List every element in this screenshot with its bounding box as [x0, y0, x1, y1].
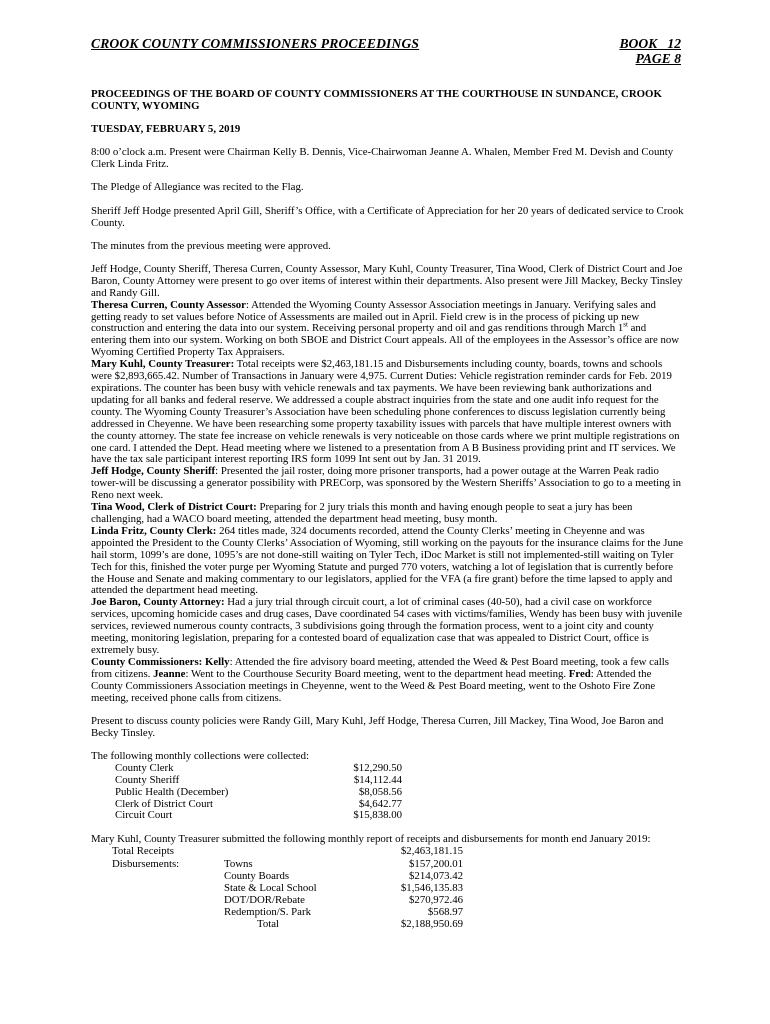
policies-paragraph: Present to discuss county policies were Randy Gill, Mary Kuhl, Jeff Hodge, Theresa Curren, Jill Mackey, Tina Wood, Joe Baron and Becky Tinsley. — [91, 714, 664, 739]
collection-label: Clerk of District Court — [115, 797, 214, 810]
commissioners-text-a: : Attended the fire advisory board meeting, attended the Weed & Pest Board meeting, took a few calls from citizens. — [91, 655, 669, 680]
collection-amount: $15,838.00 — [353, 809, 402, 822]
total-receipts-label: Total Receipts — [112, 844, 174, 857]
county-clerk-report — [91, 526, 684, 597]
sheriff-text: : Presented the jail roster, doing more prisoner transports, had a power outage at the Warren Peak radio tower-will be discussing a generator possibility with PRECorp, was sponsored by the Western Sheriffs’ Association to go to a meeting in Reno next week. — [91, 465, 681, 502]
table-row — [115, 775, 402, 787]
collections-intro: The following monthly collections were collected: — [91, 749, 309, 762]
total-receipts-amount: $2,463,181.15 — [400, 844, 463, 857]
treasurer-report-intro: Mary Kuhl, County Treasurer submitted the following monthly report of receipts and disbursements for month end January 2019: — [91, 832, 651, 845]
district-clerk-report — [91, 502, 684, 526]
disbursement-amount: $270,972.46 — [409, 894, 463, 907]
commissioners-label: County Commissioners: Kelly — [91, 655, 230, 668]
collection-amount: $12,290.50 — [353, 761, 402, 774]
pledge-paragraph: The Pledge of Allegiance was recited to the Flag. — [91, 181, 304, 194]
table-row — [115, 810, 402, 822]
disbursement-label: DOT/DOR/Rebate — [224, 894, 305, 907]
collection-amount: $8,058.56 — [358, 785, 402, 798]
collection-label: County Sheriff — [115, 773, 180, 786]
treasurer-label: Mary Kuhl, County Treasurer: — [91, 358, 235, 371]
department-intro-paragraph: Jeff Hodge, County Sheriff, Theresa Curren, County Assessor, Mary Kuhl, County Treasurer, Tina Wood, Clerk of District Court and Joe Baron, County Attorney were present to go over items of interest within their departments. Also present were Jill Mackey, Becky Tinsley and Randy Gill. — [91, 262, 683, 299]
district-clerk-label: Tina Wood, Clerk of District Court: — [91, 501, 257, 514]
attorney-label: Joe Baron, County Attorney: — [91, 596, 225, 609]
treasurer-text: Total receipts were $2,463,181.15 and Disbursements including county, boards, towns and schools were $2,893,665.42. Number of Transactions in January were 4,975. Current Duties: Vehicle registration reminder cards for Feb. 2019 expirations. The counter has been busy with vehicle renewals and tax payments. We have been reviewing bank authorizations and updating for all banks and federal reserve. We addressed a couple abstract inquiries from the state and one audit info request for the county. The Wyoming County Treasurer’s Association have been scheduling phone conferences to discuss legislation currently being addressed in Cheyenne. We have been researching some property taxability issues with parcels that have multiple interest owners with the county attorney. The state fee increase on vehicle renewals is very noticeable on those cards where we print multiple registrations on one card. I attended the Dept. Head meeting where we listened to a presentation from A B Business providing print and IT services. We have the tax sale participant interest reporting IRS form 1099 Int sent out by Jan. 31 2019. — [91, 358, 680, 466]
county-clerk-text: 264 titles made, 324 documents recorded, attend the County Clerks’ meeting in Cheyenne and was appointed the President to the County Clerks’ Association of Wyoming, still working on the payouts for the insurance claims for the June hail storm, 1099’s are done, 1095’s are not done-still waiting on Tyler Tech, iDoc Market is still not implemented-still waiting on Tyler Tech for this, finished the voter purge per Wyoming Statute and purged 770 voters, watching a lot of legislation that is currently before the House and Senate and making commentary to our legislators, applied for the VFA (a fire grant) before the time lapsed to apply and attended the department head meeting. — [91, 524, 684, 597]
assessor-report — [91, 300, 684, 360]
disbursement-total-label: Total — [257, 917, 280, 930]
page-number: PAGE 8 — [635, 51, 681, 66]
table-row — [112, 919, 463, 931]
collection-label: Public Health (December) — [115, 785, 229, 798]
book-number: BOOK 12 — [619, 36, 681, 51]
commissioners-report — [91, 657, 684, 705]
table-row — [115, 763, 402, 775]
assessor-label: Theresa Curren, County Assessor — [91, 298, 246, 311]
disbursement-total-amount: $2,188,950.69 — [400, 917, 463, 930]
meeting-date: TUESDAY, FEBRUARY 5, 2019 — [91, 123, 241, 136]
commissioners-text-b: : Went to the Courthouse Security Board meeting, went to the department head meeting. — [185, 667, 569, 680]
assessor-text-a: : Attended the Wyoming County Assessor Association meetings in January. Verifying sales and getting ready to set values before Notice of Assessments are mailed out in April. Field crew is in the process of picking up new construction and entering the data into our system. Receiving personal property and oil and gas renditions through March 1 — [91, 298, 656, 335]
collection-label: County Clerk — [115, 761, 174, 774]
commissioner-fred-label: Fred — [568, 667, 591, 680]
attendance-paragraph: 8:00 o’clock a.m. Present were Chairman Kelly B. Dennis, Vice-Chairwoman Jeanne A. Whalen, Member Fred M. Devish and County Clerk Linda Fritz. — [91, 146, 674, 171]
disbursement-label: County Boards — [224, 870, 290, 883]
commissioner-jeanne-label: Jeanne — [153, 667, 186, 680]
commissioners-text-c: : Attended the County Commissioners Association meetings in Cheyenne, went to the Weed & Pest Board meeting, went to the Oshoto Fire Zone meeting, received phone calls from citizens. — [91, 667, 656, 704]
assessor-sup: st — [623, 320, 628, 329]
county-clerk-label: Linda Fritz, County Clerk: — [91, 524, 217, 537]
disbursement-amount: $1,546,135.83 — [400, 882, 463, 895]
table-row — [112, 846, 463, 858]
disbursement-label: Redemption/S. Park — [224, 906, 311, 919]
district-clerk-text: Preparing for 2 jury trials this month and having enough people to seat a jury has been challenging, had a WACO board meeting, attended the department head meeting, busy month. — [91, 501, 633, 525]
disbursement-label: Towns — [224, 858, 253, 871]
document-body — [91, 89, 684, 931]
disbursement-amount: $568.97 — [427, 906, 463, 919]
treasurer-report — [91, 359, 684, 466]
treasurer-table — [112, 846, 463, 931]
disbursement-amount: $214,073.42 — [409, 870, 463, 883]
disbursements-label: Disbursements: — [112, 858, 180, 871]
proceedings-title: CROOK COUNTY COMMISSIONERS PROCEEDINGS — [91, 36, 420, 51]
disbursement-amount: $157,200.01 — [409, 858, 463, 871]
proceedings-heading: PROCEEDINGS OF THE BOARD OF COUNTY COMMISSIONERS AT THE COURTHOUSE IN SUNDANCE, CROOK COUNTY, WYOMING — [91, 88, 662, 112]
sheriff-label: Jeff Hodge, County Sheriff — [91, 465, 216, 478]
assessor-text-b: and entering them into our system. Working on both SBOE and District Court appeals. All of the employees in the Assessor’s office are now Wyoming Certified Property Tax Appraisers. — [91, 322, 680, 359]
collections-table — [115, 763, 402, 823]
table-row — [115, 787, 402, 799]
collection-amount: $14,112.44 — [353, 773, 402, 786]
sheriff-report — [91, 466, 684, 502]
sheriff-award-paragraph: Sheriff Jeff Hodge presented April Gill, Sheriff’s Office, with a Certificate of Appreciation for her 20 years of dedicated service to Crook County. — [91, 204, 684, 229]
page-header — [91, 36, 681, 68]
collection-label: Circuit Court — [115, 809, 173, 822]
attorney-text: Had a jury trial through circuit court, a lot of criminal cases (40-50), had a civil case on workforce services, upcoming homicide cases and drug cases, Dave coordinated 54 cases with victims/families, Wendy has been busy with juvenile services, reviewed numerous county contracts, 3 subdivisions going through the formation process, went to a joint city and county meeting, monitoring legislation, preparing for a contested board of equalization case that was appealed to District Court, office is extremely busy. — [91, 596, 683, 656]
attorney-report — [91, 597, 684, 657]
disbursement-label: State & Local School — [224, 882, 317, 895]
collection-amount: $4,642.77 — [358, 797, 402, 810]
minutes-paragraph: The minutes from the previous meeting were approved. — [91, 239, 331, 252]
